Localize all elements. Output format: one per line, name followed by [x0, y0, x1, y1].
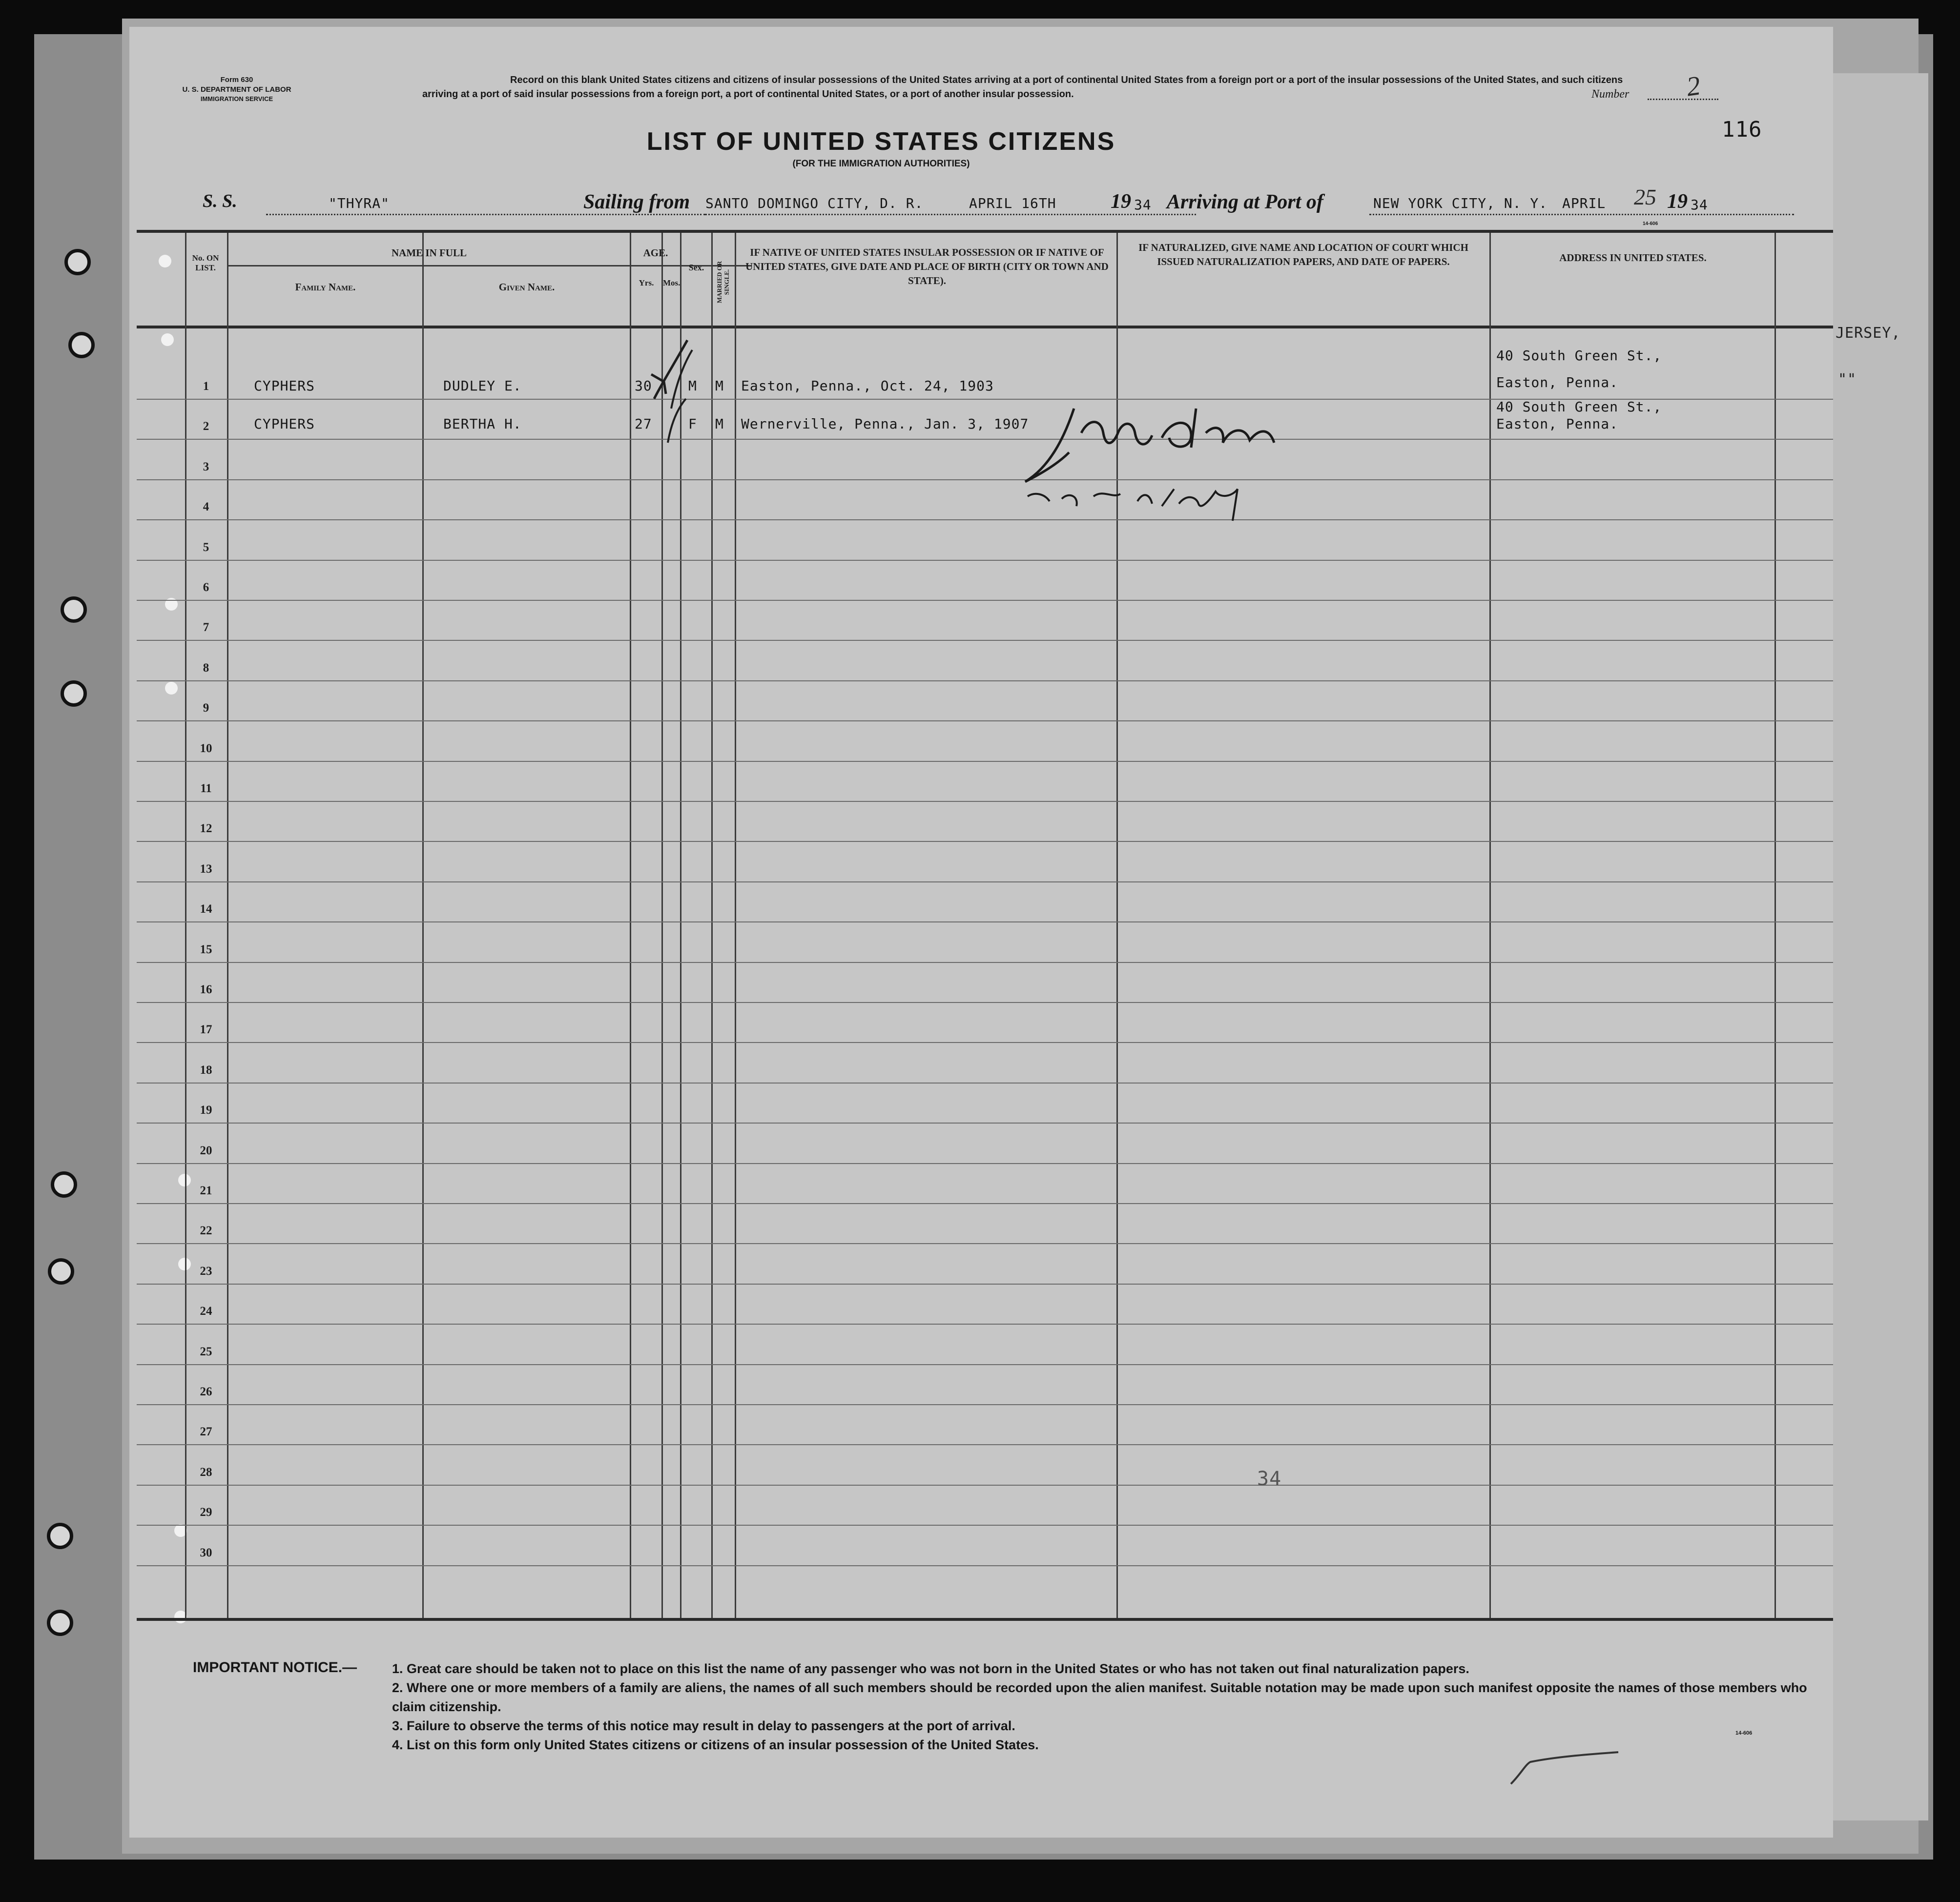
stamp-number: 34: [1257, 1468, 1282, 1490]
binder-hole: [47, 1610, 73, 1636]
row-rule: [137, 1485, 1833, 1486]
notice-item-2: 2. Where one or more members of a family are aliens, the names of all such members should be recorded upon the alien manifest. Suitable notation may be made upon such manifest opposite the names of those members who claim citizenship.: [392, 1680, 1807, 1714]
binder-hole: [48, 1258, 74, 1285]
page-subtitle: (FOR THE IMMIGRATION AUTHORITIES): [792, 159, 970, 169]
page-number: 116: [1722, 117, 1762, 142]
manifest-page: [129, 27, 1833, 1838]
to-year-prefix: 19: [1667, 190, 1688, 213]
pencil-mark: [1506, 1745, 1623, 1789]
row-number: 15: [200, 942, 212, 956]
binder-hole: [68, 332, 95, 358]
row-number: 17: [200, 1023, 212, 1037]
header-no-on-list: No. ON LIST.: [192, 253, 219, 272]
number-value: 2: [1684, 70, 1703, 102]
department: U. S. DEPARTMENT OF LABOR: [182, 85, 291, 94]
row-1-birth: Easton, Penna., Oct. 24, 1903: [741, 378, 994, 394]
edge-text: "": [1838, 371, 1857, 388]
from-port: SANTO DOMINGO CITY, D. R.: [705, 195, 924, 211]
row-number: 24: [200, 1305, 212, 1318]
arriving-label: Arriving at Port of: [1167, 191, 1323, 213]
row-rule: [137, 962, 1833, 963]
to-port: NEW YORK CITY, N. Y.: [1373, 195, 1548, 211]
header-name-in-full: NAME IN FULL: [391, 247, 467, 259]
row-number: 8: [203, 661, 209, 675]
row-number: 1: [203, 380, 209, 393]
row-rule: [137, 1565, 1833, 1566]
row-rule: [137, 519, 1833, 520]
row-1-address-line-1: 40 South Green St.,: [1496, 348, 1662, 364]
row-number: 5: [203, 540, 209, 554]
row-rule: [137, 1203, 1833, 1204]
row-rule: [137, 1163, 1833, 1164]
manifest-table: [137, 230, 1833, 1621]
row-2-given-name: BERTHA H.: [443, 416, 522, 432]
row-rule: [137, 560, 1833, 561]
rows-area: [137, 328, 1833, 1615]
header-birth: IF NATIVE OF UNITED STATES INSULAR POSSESSION OR IF NATIVE OF UNITED STATES, GIVE DATE AND PLACE OF BIRTH (CITY OR TOWN AND STATE).: [745, 246, 1109, 286]
row-number: 18: [200, 1063, 212, 1077]
row-number: 30: [200, 1546, 212, 1559]
from-line: [705, 214, 1196, 215]
row-2-family-name: CYPHERS: [254, 416, 315, 432]
edge-text: JERSEY,: [1836, 325, 1901, 342]
row-number: 26: [200, 1385, 212, 1398]
header-mos: Mos.: [663, 278, 681, 287]
row-number: 16: [200, 983, 212, 996]
binder-hole: [51, 1171, 77, 1198]
row-rule: [137, 1444, 1833, 1445]
row-rule: [137, 1042, 1833, 1043]
header-family-name: Family Name.: [295, 281, 356, 293]
row-rule: [137, 1243, 1833, 1244]
row-number: 28: [200, 1465, 212, 1479]
row-number: 10: [200, 741, 212, 755]
row-1-family-name: CYPHERS: [254, 378, 315, 394]
row-rule: [137, 720, 1833, 721]
row-2-birth: Wernerville, Penna., Jan. 3, 1907: [741, 416, 1029, 432]
ss-label: S. S.: [203, 191, 237, 211]
row-rule: [137, 801, 1833, 802]
row-rule: [137, 640, 1833, 641]
row-number: 22: [200, 1224, 212, 1238]
row-1-age-years: 30: [635, 378, 652, 394]
row-rule: [137, 1364, 1833, 1365]
row-number: 21: [200, 1184, 212, 1197]
row-number: 9: [203, 701, 209, 715]
row-number: 7: [203, 621, 209, 634]
row-number: 11: [200, 782, 212, 795]
row-rule: [137, 1525, 1833, 1526]
binder-hole: [61, 596, 87, 623]
row-number: 4: [203, 500, 209, 514]
row-rule: [137, 600, 1833, 601]
from-year: 34: [1134, 197, 1152, 213]
row-rule: [137, 921, 1833, 922]
row-number: 12: [200, 822, 212, 836]
notice-item-3: 3. Failure to observe the terms of this notice may result in delay to passengers at the port of arrival.: [392, 1718, 1015, 1733]
row-2-age-years: 27: [635, 416, 652, 432]
row-number: 19: [200, 1104, 212, 1117]
row-1-sex: M: [688, 378, 697, 394]
row-rule: [137, 1083, 1833, 1084]
row-2-marital: M: [715, 416, 724, 432]
print-code: 14-606: [1735, 1730, 1753, 1736]
row-number: 27: [200, 1425, 212, 1439]
form-number: Form 630: [220, 76, 253, 84]
from-year-prefix: 19: [1111, 190, 1131, 213]
row-rule: [137, 1404, 1833, 1405]
row-rule: [137, 1284, 1833, 1285]
header-given-name: Given Name.: [498, 281, 555, 293]
header-yrs: Yrs.: [639, 278, 654, 287]
handwritten-signature: [1015, 399, 1318, 526]
row-rule: [137, 439, 1833, 440]
row-number: 3: [203, 460, 209, 473]
row-rule: [137, 1324, 1833, 1325]
instructions: Record on this blank United States citizens and citizens of insular possessions of the United States arriving at a port of continental United States from a foreign port or a port of the insular possessions of the United States, and such citizens arriving at a port of said insular possessions from a foreign port, a port of continental United States, or a port of another insular possession.: [422, 75, 1623, 100]
row-rule: [137, 1002, 1833, 1003]
row-number: 14: [200, 902, 212, 916]
row-rule: [137, 680, 1833, 681]
notice-label: IMPORTANT NOTICE.—: [193, 1659, 357, 1676]
header-age: AGE.: [643, 247, 668, 259]
row-number: 25: [200, 1345, 212, 1358]
ship-line: [266, 214, 705, 215]
notice-item-1: 1. Great care should be taken not to place on this list the name of any passenger who was not born in the United States or who has not taken out final naturalization papers.: [392, 1661, 1469, 1676]
number-line: [1648, 99, 1718, 100]
number-label: Number: [1591, 88, 1630, 101]
binder-hole: [47, 1523, 73, 1549]
row-rule: [137, 881, 1833, 882]
from-date: APRIL 16TH: [969, 195, 1056, 211]
row-rule: [137, 479, 1833, 480]
binder-hole: [61, 680, 87, 707]
notice-item-4: 4. List on this form only United States citizens or citizens of an insular possession of the United States.: [392, 1738, 1039, 1752]
handwritten-check-mark: [649, 326, 708, 452]
row-2-address-line-1: 40 South Green St.,: [1496, 399, 1662, 415]
page-title: LIST OF UNITED STATES CITIZENS: [646, 127, 1116, 156]
to-month: APRIL: [1562, 195, 1606, 211]
row-number: 20: [200, 1144, 212, 1157]
to-line: [1369, 214, 1794, 215]
header-married-or-single: MARRIED OR SINGLE.: [716, 261, 730, 304]
row-number: 23: [200, 1264, 212, 1278]
binder-hole: [64, 249, 91, 275]
row-number: 29: [200, 1506, 212, 1519]
row-1-given-name: DUDLEY E.: [443, 378, 522, 394]
sailing-label: Sailing from: [583, 191, 690, 213]
row-number: 2: [203, 420, 209, 433]
header-address: ADDRESS IN UNITED STATES.: [1559, 252, 1707, 264]
header-naturalized: IF NATURALIZED, GIVE NAME AND LOCATION OF COURT WHICH ISSUED NATURALIZATION PAPERS, AND DATE OF PAPERS.: [1138, 242, 1468, 267]
print-code: 14-606: [1643, 221, 1658, 226]
row-rule: [137, 841, 1833, 842]
row-rule: [137, 761, 1833, 762]
row-number: 6: [203, 581, 209, 594]
row-2-sex: F: [688, 416, 697, 432]
to-day: 25: [1634, 184, 1656, 209]
ship-name: "THYRA": [329, 195, 390, 211]
service: IMMIGRATION SERVICE: [200, 95, 273, 102]
row-1-marital: M: [715, 378, 724, 394]
row-1-address-line-2: Easton, Penna.: [1496, 374, 1619, 390]
to-year: 34: [1691, 197, 1708, 213]
row-rule: [137, 1123, 1833, 1124]
header-sex: Sex.: [688, 263, 704, 272]
row-2-address-line-2: Easton, Penna.: [1496, 416, 1619, 432]
row-number: 13: [200, 862, 212, 876]
